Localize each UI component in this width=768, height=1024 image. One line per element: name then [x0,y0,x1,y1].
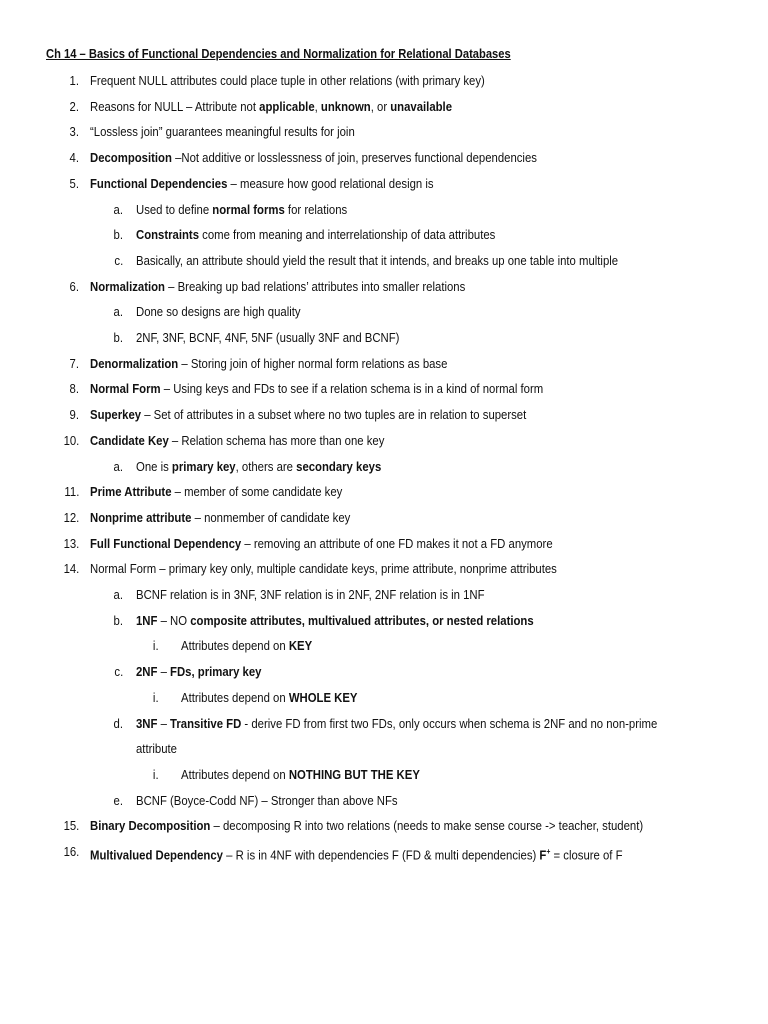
bold-term: Prime Attribute [90,484,172,500]
list-item [136,201,347,219]
bold-term: Functional Dependencies [90,175,228,191]
bold-term: composite attributes, multivalued attributes, or nested relations [190,612,534,628]
list-item-text: BCNF relation is in 3NF, 3NF relation is in 2NF, 2NF relation is in 1NF [136,587,485,602]
list-item-text: Reasons for NULL – Attribute not [90,98,260,114]
list-item-text: –Not additive or losslessness of join, preserves functional dependencies [171,150,537,166]
list-item-text: – [157,715,171,731]
bold-term: Normal Form [90,381,161,397]
list-item-number: 5. [69,175,79,191]
list-item-text: – Breaking up bad relations’ attributes into smaller relations [164,278,466,294]
list-item-text: , [314,98,321,114]
list-item-text: Used to define [136,201,213,217]
bold-term: Candidate Key [90,432,169,448]
list-item-text: - derive FD from first two FDs, only occurs when schema is 2NF and no non-prime [241,715,658,731]
bold-term: Normalization [90,278,165,294]
bold-term: Nonprime attribute [90,509,192,525]
bold-term: WHOLE KEY [288,689,358,705]
list-item-text: = closure of F [550,847,623,863]
list-item-number: 12. [63,509,79,525]
list-item [90,175,434,193]
list-item [136,663,261,681]
list-item-number: b. [113,330,123,345]
list-item-text: – removing an attribute of one FD makes it not a FD anymore [241,535,553,551]
list-item-text: – NO [157,612,191,628]
bold-term: 3NF [136,715,158,731]
list-item-number: 14. [63,561,79,577]
list-item-number: 10. [63,432,79,448]
list-item-number: e. [113,792,123,808]
list-item-text: Basically, an attribute should yield the result that it intends, and breaks up one table into multiple [136,252,619,268]
bold-term: FDs, primary key [170,664,262,680]
list-item-text: – Relation schema has more than one key [168,432,385,448]
list-item-text: Attributes depend on [181,689,289,705]
list-item-number: 9. [69,407,79,423]
list-item [90,278,465,296]
list-item [90,72,485,90]
bold-term: unknown [320,98,371,114]
list-item-text: , or [370,98,391,114]
list-item-number: i. [153,638,159,654]
list-item [136,252,618,270]
list-item [136,586,485,604]
list-item-number: 2. [69,98,79,114]
bold-term: Denormalization [90,355,179,371]
list-item-number: a. [113,304,123,320]
list-item-text: One is [136,458,172,474]
bold-term: Transitive FD [170,715,242,731]
list-item [136,303,301,321]
list-item-number: 16. [63,844,79,859]
list-item-text: Frequent NULL attributes could place tuple in other relations (with primary key) [90,73,485,88]
list-item [136,226,495,244]
list-item-text: “Lossless join” guarantees meaningful results for join [90,124,355,140]
bold-term: primary key [171,458,236,474]
list-item [90,432,384,450]
list-item-text: Attributes depend on [181,638,289,654]
bold-term: secondary keys [296,458,382,474]
list-item-text: – [157,664,171,680]
list-item-text: – Storing join of higher normal form relations as base [178,355,448,371]
list-item-text: – R is in 4NF with dependencies F (FD & multi dependencies) [222,847,540,863]
list-item [90,843,623,864]
list-item-text: – Set of attributes in a subset where no two tuples are in relation to superset [141,407,527,423]
list-item [90,535,553,553]
bold-term: KEY [288,638,313,654]
list-item [136,329,399,347]
list-item-text: – member of some candidate key [171,484,343,500]
list-item [136,740,177,758]
list-item [181,766,420,784]
bold-term: + [546,847,551,856]
list-item-number: d. [113,715,123,731]
list-item-text: – Using keys and FDs to see if a relation schema is in a kind of normal form [160,381,544,397]
list-item-number: b. [113,227,123,243]
list-item [90,509,350,527]
bold-term: Full Functional Dependency [90,535,242,551]
bold-term: Binary Decomposition [90,818,211,834]
list-item-number: 6. [69,278,79,294]
list-item-number: 15. [63,818,79,834]
list-item [90,123,355,141]
list-item-number: a. [113,201,123,217]
list-item [90,98,452,116]
bold-term: Multivalued Dependency [90,847,223,863]
bold-term: unavailable [390,98,453,114]
bold-term: Superkey [90,407,142,423]
list-item [90,380,543,398]
bold-term: normal forms [212,201,285,217]
list-item [181,637,312,655]
list-item-text: for relations [284,201,348,217]
list-item-number: a. [113,458,123,474]
list-item-text: 2NF, 3NF, BCNF, 4NF, 5NF (usually 3NF and BCNF) [136,330,400,345]
list-item [136,612,534,630]
bold-term: NOTHING BUT THE KEY [288,766,420,782]
list-item-text: – decomposing R into two relations (needs to make sense course -> teacher, student) [210,818,644,834]
list-item-text: Attributes depend on [181,766,289,782]
list-item-text: Normal Form – primary key only, multiple candidate keys, prime attribute, nonprime attributes [90,561,557,577]
list-item [90,483,342,501]
list-item-text: , others are [235,458,297,474]
list-item [90,560,557,578]
list-item-number: i. [153,766,159,782]
list-item-text: attribute [136,741,177,757]
list-item-text: – measure how good relational design is [227,175,434,191]
list-item-number: c. [114,664,123,680]
bold-term: 2NF [136,664,158,680]
list-item [90,355,447,373]
list-item [136,458,381,476]
list-item-text: come from meaning and interrelationship of data attributes [199,227,496,243]
list-item-text: Done so designs are high quality [136,304,301,320]
list-item [181,689,358,707]
bold-term: Decomposition [90,150,172,166]
list-item-number: a. [113,587,123,602]
list-item-number: 11. [64,484,79,500]
list-item [90,817,643,835]
list-item-text: – nonmember of candidate key [191,509,351,525]
list-item-number: c. [114,252,123,268]
bold-term: 1NF [136,612,158,628]
list-item [90,149,537,167]
bold-term: F [539,847,547,863]
list-item [136,715,657,733]
list-item-text: BCNF (Boyce-Codd NF) – Stronger than above NFs [136,792,398,808]
list-item-number: i. [153,689,159,705]
list-item-number: 1. [69,73,79,88]
list-item-number: 3. [69,124,79,140]
list-item-number: 8. [69,381,79,397]
list-item-number: 4. [69,150,79,166]
bold-term: Constraints [136,227,200,243]
list-item-number: 13. [63,535,79,551]
list-item-number: b. [113,612,123,628]
page-title: Ch 14 – Basics of Functional Dependencies and Normalization for Relational Databases [46,46,511,61]
bold-term: applicable [259,98,315,114]
list-item-number: 7. [69,355,79,371]
list-item [90,406,526,424]
list-item [136,792,398,810]
